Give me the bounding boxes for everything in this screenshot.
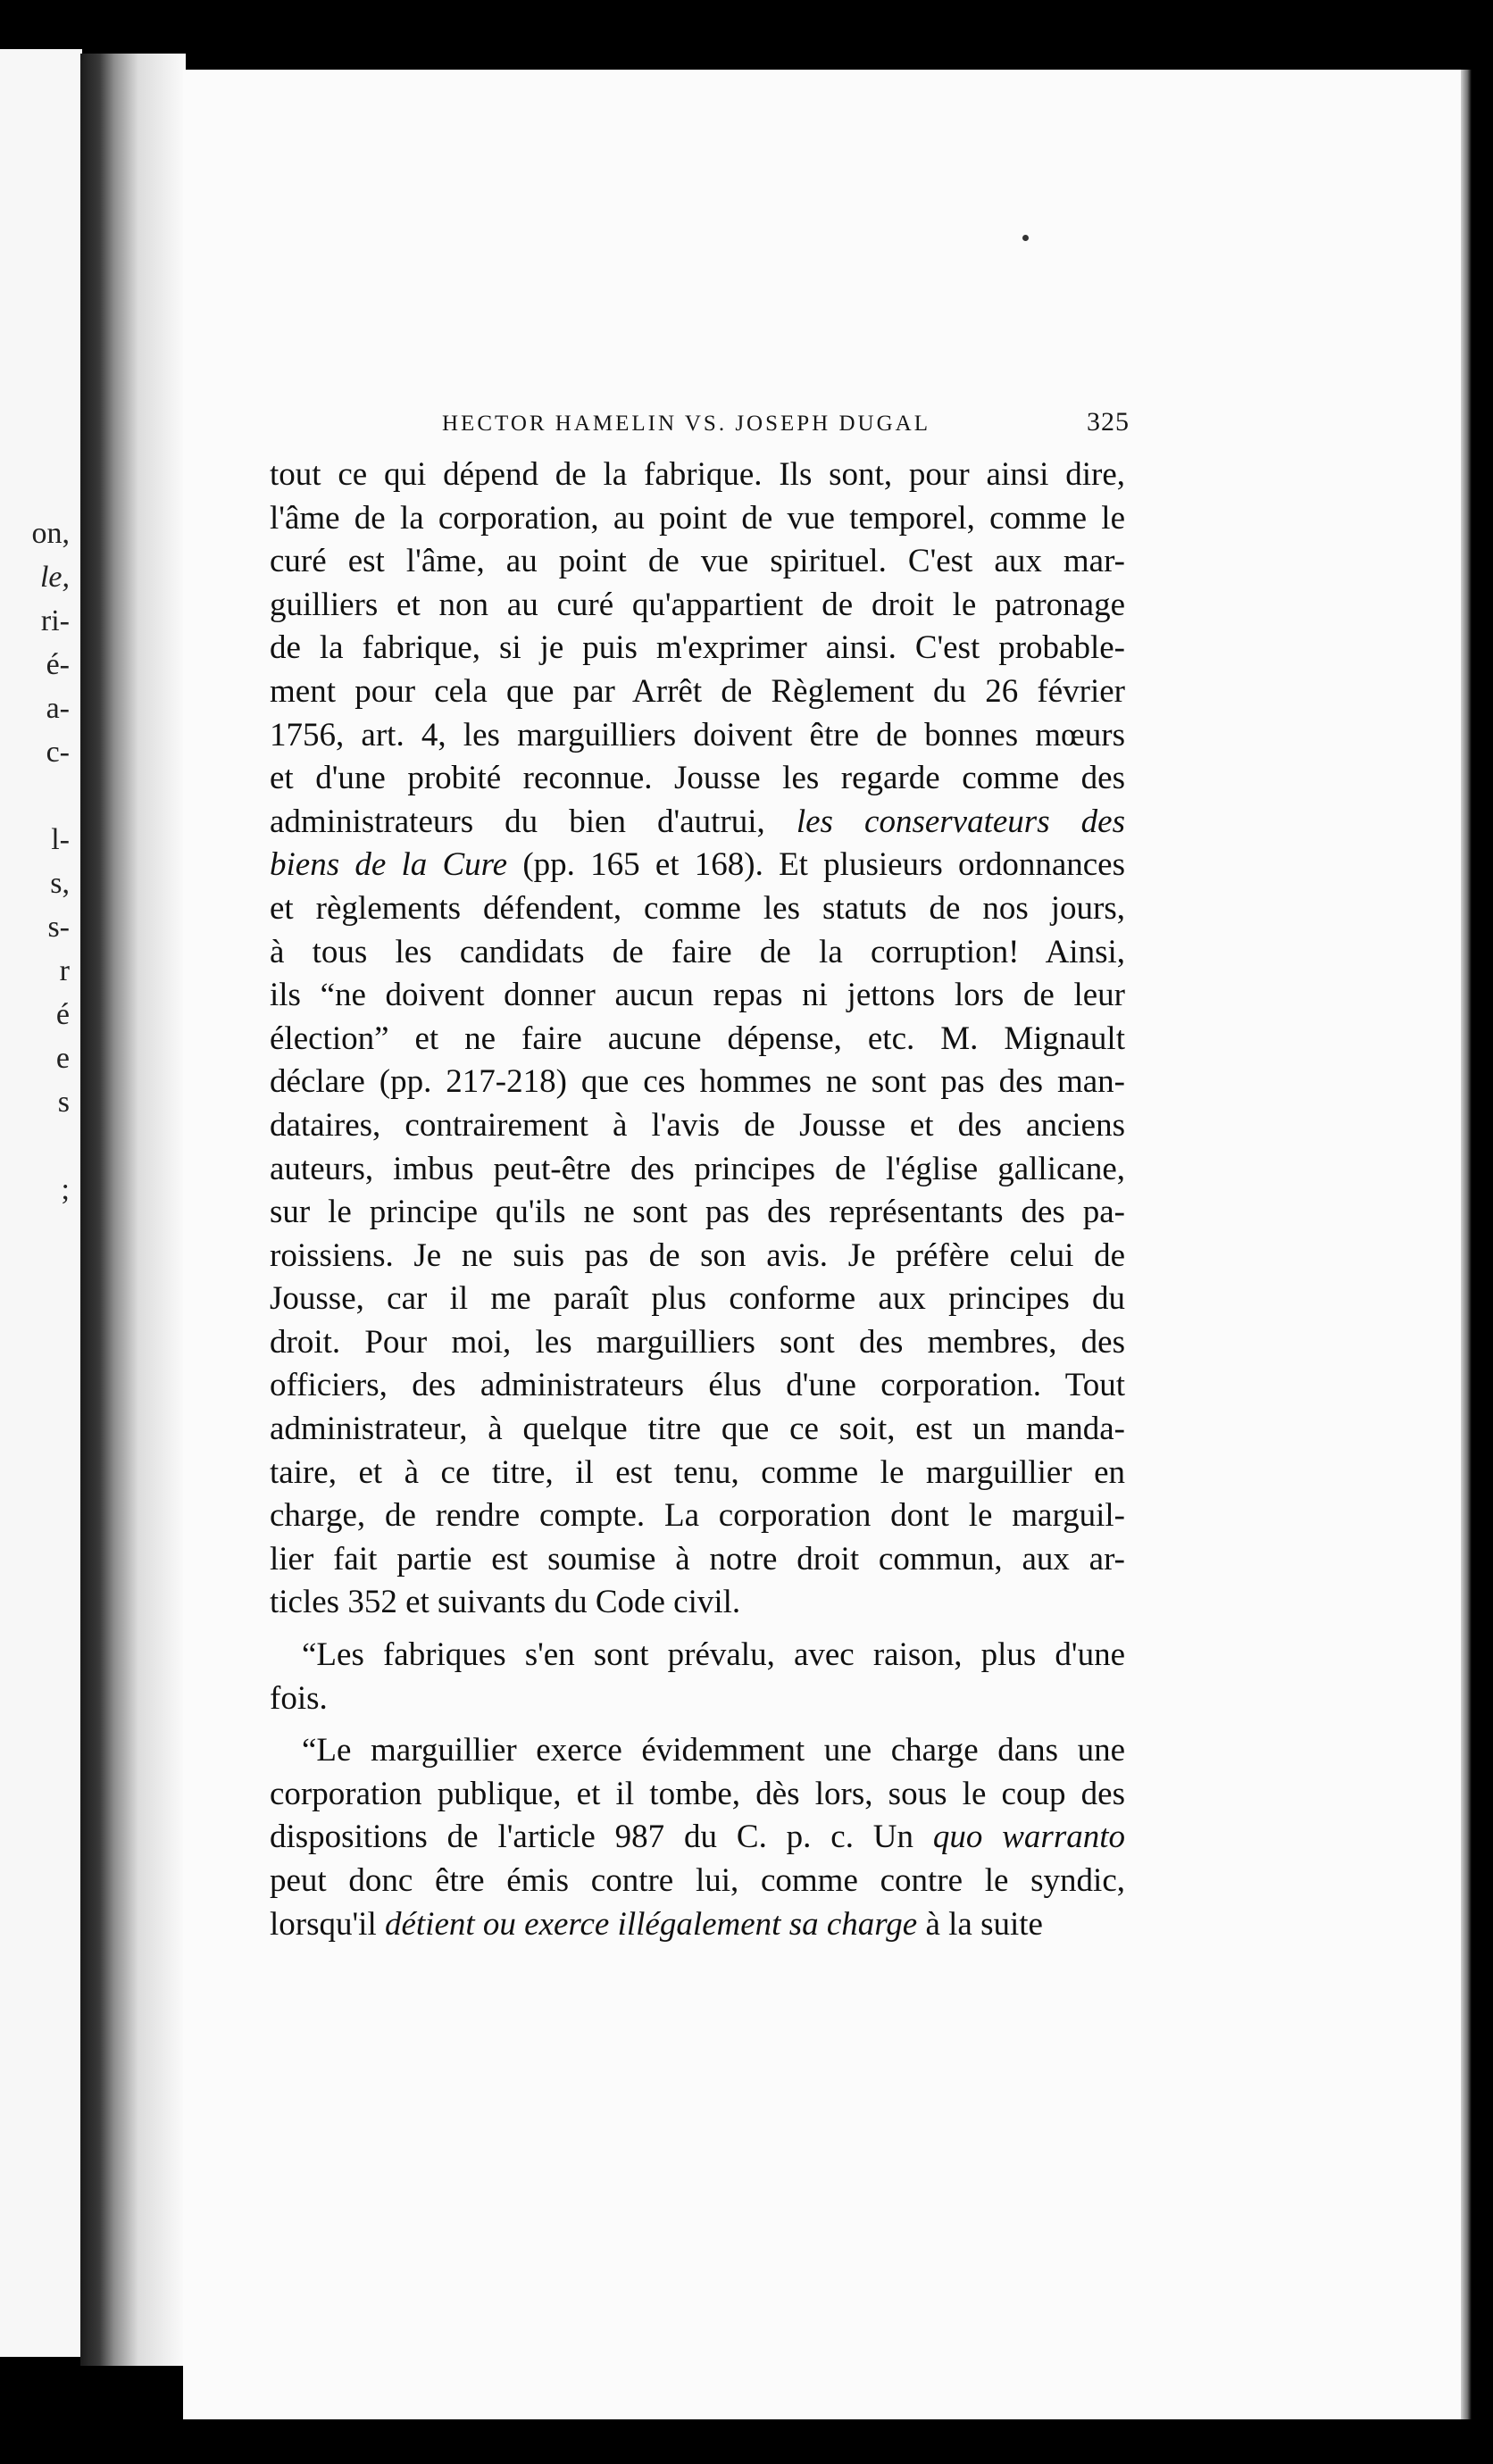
text-line: taire, et à ce titre, il est tenu, comme le marguillier en [270, 1453, 1125, 1491]
margin-fragment [0, 774, 70, 818]
text-line: lier fait partie est soumise à notre droit commun, aux ar- [270, 1540, 1125, 1577]
text-line: et d'une probité reconnue. Jousse les regarde comme des [270, 760, 1125, 797]
running-head-title: HECTOR HAMELIN VS. JOSEPH DUGAL [442, 412, 930, 436]
text-line: dispositions de l'article 987 du C. p. c. Un quo warranto [270, 1819, 1126, 1856]
margin-fragment: ri- [40, 604, 70, 637]
margin-fragment: le, [39, 561, 70, 594]
text-line: élection” et ne faire aucune dépense, etc. M. Mignault [270, 1020, 1125, 1057]
text-line: de la fabrique, si je puis m'exprimer ainsi. C'est probable- [270, 629, 1125, 667]
margin-fragment: s, [50, 867, 70, 900]
text-line: corporation publique, et il tombe, dès lors, sous le coup des [270, 1775, 1125, 1812]
ink-speck [1022, 235, 1029, 241]
margin-fragment: l- [51, 823, 70, 856]
text-line: Jousse, car il me paraît plus conforme aux principes du [270, 1280, 1125, 1318]
text-line: ment pour cela que par Arrêt de Règlement du 26 février [270, 672, 1125, 710]
margin-fragment: on, [31, 517, 70, 550]
text-line: biens de la Cure (pp. 165 et 168). Et plusieurs ordonnances [270, 846, 1125, 884]
margin-fragment: é [55, 998, 70, 1031]
margin-fragment: a- [46, 692, 70, 725]
margin-fragment: é- [46, 648, 70, 681]
text-line: officiers, des administrateurs élus d'une corporation. Tout [270, 1367, 1125, 1404]
page-edge-shadow [1461, 70, 1472, 2419]
text-line: dataires, contrairement à l'avis de Jousse et des anciens [270, 1106, 1125, 1144]
page-number: 325 [1087, 407, 1130, 437]
text-line: “Le marguillier exerce évidemment une charge dans une [302, 1732, 1125, 1769]
margin-fragment: e [55, 1042, 70, 1075]
margin-fragment: c- [46, 736, 70, 769]
margin-fragment: r [59, 954, 70, 987]
text-line: ticles 352 et suivants du Code civil. [270, 1584, 741, 1621]
text-line: sur le principe qu'ils ne sont pas des représentants des pa- [270, 1194, 1125, 1231]
running-head [442, 407, 1130, 437]
text-line: et règlements défendent, comme les statuts de nos jours, [270, 889, 1125, 927]
text-line: auteurs, imbus peut-être des principes de l'église gallicane, [270, 1150, 1125, 1187]
text-line: fois. [270, 1679, 328, 1717]
text-line: lorsqu'il détient ou exerce illégalement sa charge à la suite [270, 1905, 1043, 1943]
margin-fragment: s- [47, 911, 70, 944]
text-line: charge, de rendre compte. La corporation dont le marguil- [270, 1497, 1125, 1535]
margin-fragment [0, 1124, 70, 1168]
text-line: à tous les candidats de faire de la corruption! Ainsi, [270, 933, 1125, 970]
book-gutter-shadow [80, 54, 186, 2366]
text-line: l'âme de la corporation, au point de vue temporel, comme le [270, 499, 1125, 537]
text-line: curé est l'âme, au point de vue spirituel. C'est aux mar- [270, 543, 1125, 580]
text-line: déclare (pp. 217-218) que ces hommes ne sont pas des man- [270, 1063, 1125, 1101]
previous-page-text-fragments [0, 512, 70, 1211]
text-line: guilliers et non au curé qu'appartient de droit le patronage [270, 586, 1125, 623]
text-line: tout ce qui dépend de la fabrique. Ils sont, pour ainsi dire, [270, 456, 1125, 493]
margin-fragment: s [57, 1086, 70, 1119]
text-line: ils “ne doivent donner aucun repas ni jettons lors de leur [270, 977, 1125, 1014]
body-text [270, 454, 1125, 1946]
text-line: droit. Pour moi, les marguilliers sont des membres, des [270, 1323, 1125, 1361]
text-line: “Les fabriques s'en sont prévalu, avec raison, plus d'une [302, 1636, 1125, 1674]
text-line: roissiens. Je ne suis pas de son avis. Je préfère celui de [270, 1236, 1125, 1274]
previous-page-edge [0, 49, 82, 2357]
margin-fragment: ; [61, 1173, 70, 1206]
text-line: administrateurs du bien d'autrui, les conservateurs des [270, 803, 1125, 840]
text-line: administrateur, à quelque titre que ce soit, est un manda- [270, 1411, 1125, 1448]
text-line: 1756, art. 4, les marguilliers doivent être de bonnes mœurs [270, 716, 1125, 753]
text-line: peut donc être émis contre lui, comme contre le syndic, [270, 1862, 1125, 1899]
